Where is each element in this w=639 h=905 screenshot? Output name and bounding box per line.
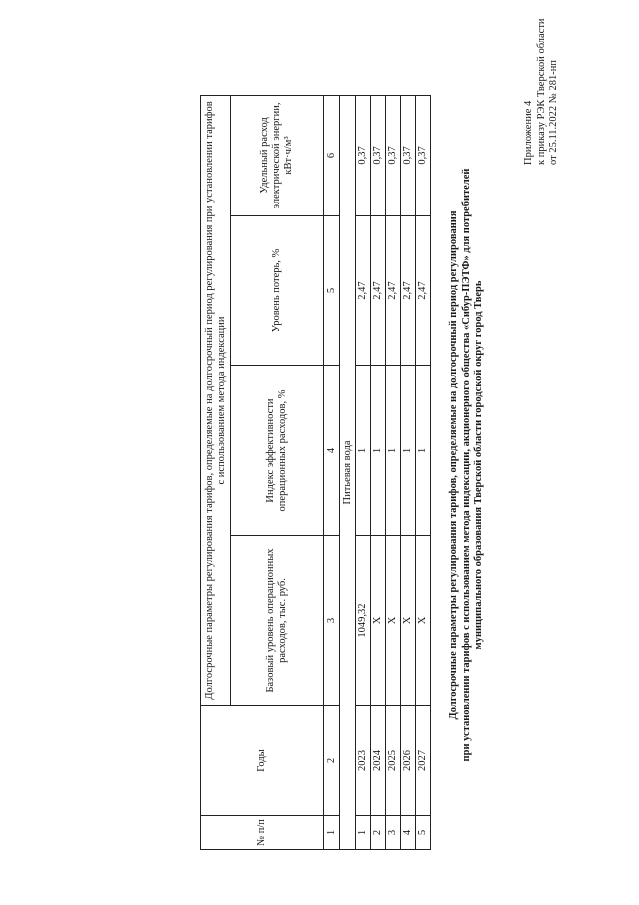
- header-base-level: Базовый уровень операционных расходов, тыс. руб.: [231, 536, 324, 706]
- col-number: 5: [324, 216, 340, 366]
- cell-year: 2024: [371, 706, 386, 816]
- cell-loss: 2,47: [401, 216, 416, 366]
- table-row: [371, 95, 386, 849]
- cell-efficiency: 1: [371, 366, 386, 536]
- cell-energy: 0,37: [416, 95, 431, 215]
- title-line-2: при установлении тарифов с использованием метода индексации, акционерного общества «Сибур-ПЭТФ» для потребителей: [460, 168, 472, 762]
- table-row: [401, 95, 416, 849]
- col-number: 1: [324, 816, 340, 850]
- cell-loss: 2,47: [386, 216, 401, 366]
- annex-number: Приложение 4: [523, 100, 534, 165]
- cell-num: 1: [356, 816, 371, 850]
- annex-order-date: от 25.11.2022 № 281-нп: [548, 60, 559, 165]
- annex-order-ref: к приказу РЭК Тверской области: [535, 18, 547, 165]
- cell-loss: 2,47: [371, 216, 386, 366]
- cell-base-level: Х: [401, 536, 416, 706]
- cell-year: 2026: [401, 706, 416, 816]
- header-efficiency: Индекс эффективности операционных расходов, %: [231, 366, 324, 536]
- cell-efficiency: 1: [416, 366, 431, 536]
- cell-num: 3: [386, 816, 401, 850]
- header-years: Годы: [201, 706, 324, 816]
- header-loss: Уровень потерь, %: [231, 216, 324, 366]
- cell-base-level: 1049,32: [356, 536, 371, 706]
- col-number: 4: [324, 366, 340, 536]
- col-number: 3: [324, 536, 340, 706]
- title-line-3: муниципального образования Тверской области городской округ город Тверь: [473, 280, 484, 650]
- cell-year: 2023: [356, 706, 371, 816]
- cell-base-level: Х: [416, 536, 431, 706]
- cell-efficiency: 1: [386, 366, 401, 536]
- cell-energy: 0,37: [386, 95, 401, 215]
- document-title: [448, 75, 486, 855]
- col-number: 6: [324, 95, 340, 215]
- table-row: [416, 95, 431, 849]
- header-num: № п/п: [201, 816, 324, 850]
- cell-year: 2027: [416, 706, 431, 816]
- col-number: 2: [324, 706, 340, 816]
- cell-energy: 0,37: [401, 95, 416, 215]
- annex-header: [523, 15, 561, 165]
- cell-energy: 0,37: [356, 95, 371, 215]
- cell-efficiency: 1: [401, 366, 416, 536]
- table-row: [356, 95, 371, 849]
- table-row: [386, 95, 401, 849]
- cell-energy: 0,37: [371, 95, 386, 215]
- section-row: [340, 95, 356, 849]
- title-line-1: Долгосрочные параметры регулирования тарифов, определяемые на долгосрочный период регулирования: [448, 210, 459, 720]
- cell-loss: 2,47: [356, 216, 371, 366]
- cell-base-level: Х: [371, 536, 386, 706]
- cell-efficiency: 1: [356, 366, 371, 536]
- cell-num: 5: [416, 816, 431, 850]
- header-group: Долгосрочные параметры регулирования тарифов, определяемые на долгосрочный период регулирования при установлении тарифов с использованием метода индексации: [201, 95, 231, 705]
- cell-num: 2: [371, 816, 386, 850]
- cell-base-level: Х: [386, 536, 401, 706]
- column-numbers-row: [324, 95, 340, 849]
- parameters-table: [200, 95, 431, 850]
- header-energy: Удельный расход электрической энергии, кВт·ч/м³: [231, 95, 324, 215]
- section-title: Питьевая вода: [340, 95, 356, 849]
- cell-num: 4: [401, 816, 416, 850]
- cell-year: 2025: [386, 706, 401, 816]
- cell-loss: 2,47: [416, 216, 431, 366]
